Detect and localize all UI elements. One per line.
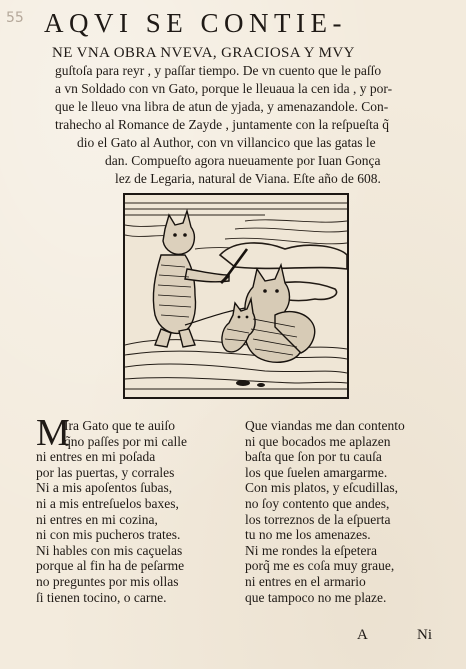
verse-line: por las puertas, y corrales	[36, 464, 175, 480]
verse-line: no preguntes por mis ollas	[36, 573, 179, 589]
verse-line: ni que bocados me aplazen	[245, 433, 391, 449]
verse-line: ſi tienen tocino, o carne.	[36, 589, 167, 605]
verse-line: ni con mis pucheros trates.	[36, 527, 181, 543]
verse-line: Que viandas me dan contento	[245, 418, 405, 433]
verse-line: porq̃ me es coſa muy graue,	[245, 558, 395, 574]
verse-line: Ira Gato que te auiſo	[64, 418, 175, 433]
drop-cap: M	[36, 412, 70, 454]
subtitle-line: dio el Gato al Author, con vn villancico que las gatas le	[77, 135, 376, 150]
subtitle-line: guſtoſa para reyr , y paſſar tiempo. De vn cuento que le paſſo	[55, 63, 382, 78]
verse-line: Ni a mis apoſentos ſubas,	[36, 480, 173, 496]
subtitle-line: a vn Soldado con vn Gato, porque le lleuaua la cen ida , y por-	[55, 81, 393, 96]
catchword: A	[357, 627, 368, 643]
subtitle-line: que le lleuo vna libra de atun de yjada, y amenazandole. Con-	[55, 99, 389, 114]
catchword: Ni	[417, 627, 432, 643]
verse-line: Con mis platos, y eſcudillas,	[245, 480, 398, 496]
subtitle-line: dan. Compueſto agora nueuamente por Iuan Gonça	[105, 153, 381, 168]
subtitle-line: NE VNA OBRA NVEVA, GRACIOSA Y MVY	[52, 45, 355, 61]
verse-line: ni entres en el armario	[245, 573, 366, 589]
verse-line: que tampoco no me plaze.	[245, 589, 387, 605]
verse-line: ni entres en mi poſada	[36, 449, 156, 465]
verse-line: no ſoy contento que andes,	[245, 495, 390, 511]
verse-line: ni a mis entreſuelos baxes,	[36, 495, 179, 511]
verse-line: porque al fin ha de peſarme	[36, 558, 185, 574]
woodcut-illustration	[123, 193, 349, 399]
verse-column-right	[245, 418, 455, 605]
verse-column-left	[36, 418, 232, 605]
woodcut-soldier-and-cats-image	[125, 195, 347, 397]
verse-line: los torreznos de la eſpuerta	[245, 511, 391, 527]
verse-line: baſta que ſon por tu cauſa	[245, 449, 382, 465]
subtitle-line: trahecho al Romance de Zayde , juntamente con la reſpueſta q̃	[55, 117, 389, 132]
page-title: AQVI SE CONTIE-	[44, 8, 347, 38]
subtitle-line: lez de Legaria, natural de Viana. Eſte año de 608.	[115, 171, 381, 186]
verse-line: Ni me rondes la eſpetera	[245, 542, 377, 558]
verse-line: q̃no paſſes por mi calle	[64, 433, 187, 449]
verse-line: Ni hables con mis caçuelas	[36, 542, 183, 558]
verse-line: los que ſuelen amargarme.	[245, 464, 388, 480]
verse-line: tu no me los amenazes.	[245, 527, 371, 543]
verse-line: ni entres en mi cozina,	[36, 511, 158, 527]
folio-number: 55	[6, 10, 24, 26]
